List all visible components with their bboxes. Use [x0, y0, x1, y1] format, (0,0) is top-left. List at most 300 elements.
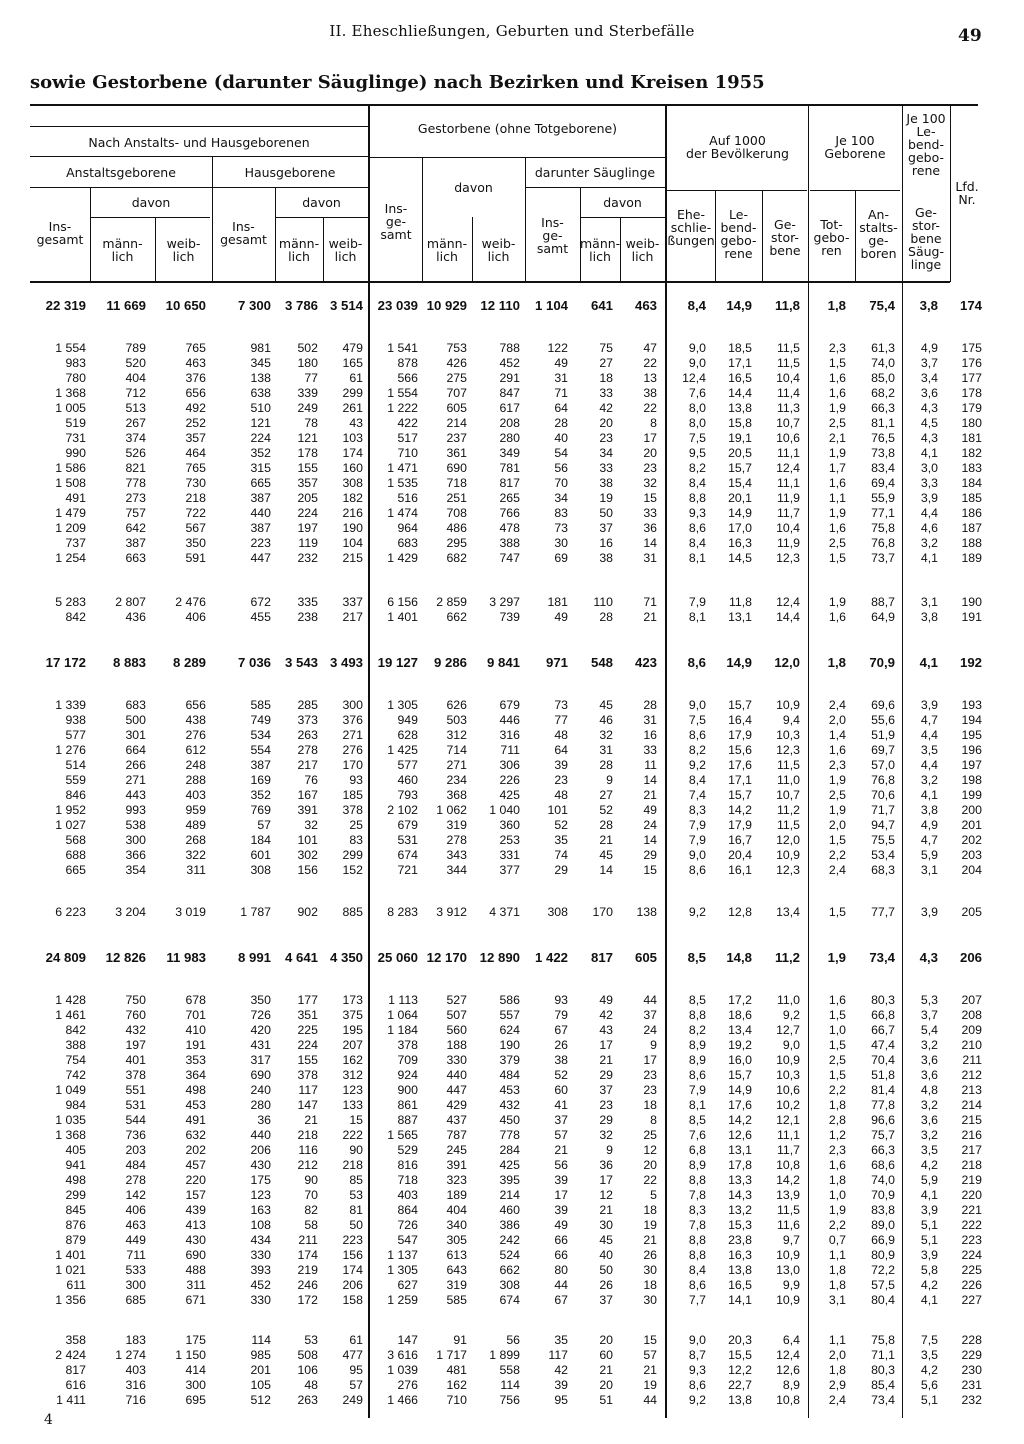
table-cell: 1 461 — [55, 1008, 86, 1022]
table-cell: 5,9 — [920, 848, 938, 862]
table-cell: 484 — [125, 1158, 146, 1172]
table-cell: 12,6 — [728, 1128, 752, 1142]
table-cell: 726 — [250, 1008, 271, 1022]
table-cell: 375 — [342, 1008, 363, 1022]
table-cell: 225 — [961, 1263, 982, 1277]
table-cell: 193 — [961, 698, 982, 712]
table-row — [0, 1218, 1024, 1233]
table-row — [0, 1158, 1024, 1173]
table-cell: 200 — [961, 803, 982, 817]
table-cell: 2,5 — [828, 536, 846, 550]
table-row — [0, 1278, 1024, 1293]
table-cell: 110 — [593, 595, 613, 609]
table-cell: 117 — [548, 1348, 568, 1362]
table-cell: 38 — [554, 1053, 568, 1067]
table-cell: 9 — [650, 1038, 657, 1052]
table-cell: 1 276 — [55, 743, 86, 757]
table-cell: 690 — [185, 1248, 206, 1262]
table-cell: 28 — [554, 416, 568, 430]
table-cell: 486 — [446, 521, 467, 535]
table-cell: 70 — [554, 476, 568, 490]
table-cell: 91 — [453, 1333, 467, 1347]
table-cell: 216 — [342, 506, 363, 520]
table-cell: 4,1 — [920, 1293, 938, 1307]
table-cell: 757 — [125, 506, 146, 520]
table-cell: 760 — [125, 1008, 146, 1022]
table-row — [0, 1233, 1024, 1248]
table-cell: 14 — [643, 773, 657, 787]
table-cell: 10,8 — [776, 1393, 800, 1407]
table-cell: 225 — [297, 1023, 318, 1037]
table-cell: 2 859 — [436, 595, 467, 609]
table-row — [0, 356, 1024, 371]
table-cell: 453 — [185, 1098, 206, 1112]
table-cell: 10,9 — [776, 698, 800, 712]
table-cell: 679 — [397, 818, 418, 832]
header-eheschliessungen: Ehe- schlie- ßungen — [667, 207, 715, 248]
table-cell: 401 — [125, 1053, 146, 1067]
table-cell: 357 — [297, 476, 318, 490]
table-cell: 224 — [250, 431, 271, 445]
table-cell: 56 — [554, 1158, 568, 1172]
table-cell: 2,0 — [828, 713, 846, 727]
table-cell: 157 — [185, 1188, 206, 1202]
table-cell: 517 — [397, 431, 418, 445]
table-cell: 207 — [961, 993, 982, 1007]
table-cell: 1 150 — [175, 1348, 206, 1362]
table-cell: 4,9 — [920, 341, 938, 355]
table-row — [0, 1023, 1024, 1038]
table-cell: 548 — [590, 655, 613, 670]
table-cell: 75,4 — [869, 298, 895, 313]
table-cell: 11,7 — [776, 1143, 800, 1157]
table-cell: 730 — [185, 476, 206, 490]
table-cell: 57,0 — [871, 758, 895, 772]
table-cell: 971 — [545, 655, 568, 670]
table-row — [0, 1248, 1024, 1263]
table-cell: 9 841 — [486, 655, 520, 670]
table-cell: 14,8 — [726, 950, 752, 965]
table-cell: 13,8 — [728, 401, 752, 415]
table-cell: 3,1 — [828, 1293, 846, 1307]
table-row — [0, 1128, 1024, 1143]
table-row — [0, 833, 1024, 848]
table-cell: 74,0 — [871, 1173, 895, 1187]
table-cell: 20 — [643, 1158, 657, 1172]
table-cell: 215 — [961, 1113, 982, 1127]
table-cell: 387 — [125, 536, 146, 550]
table-cell: 516 — [397, 491, 418, 505]
table-cell: 638 — [250, 386, 271, 400]
table-cell: 3 204 — [115, 905, 146, 919]
table-cell: 7,9 — [688, 833, 706, 847]
table-cell: 8 — [650, 416, 657, 430]
table-cell: 9 286 — [433, 655, 467, 670]
table-cell: 308 — [250, 863, 271, 877]
table-cell: 205 — [961, 905, 982, 919]
table-cell: 15,7 — [728, 1068, 752, 1082]
table-cell: 3,3 — [920, 476, 938, 490]
table-row — [0, 1053, 1024, 1068]
table-cell: 3 514 — [329, 298, 363, 313]
table-cell: 1 411 — [56, 1393, 86, 1407]
table-cell: 237 — [446, 431, 467, 445]
table-cell: 75,8 — [871, 1333, 895, 1347]
table-cell: 393 — [250, 1263, 271, 1277]
table-cell: 5,1 — [920, 1393, 938, 1407]
table-cell: 887 — [397, 1113, 418, 1127]
table-cell: 190 — [499, 1038, 520, 1052]
table-cell: 778 — [125, 476, 146, 490]
table-cell: 300 — [125, 833, 146, 847]
table-cell: 3,7 — [920, 356, 938, 370]
table-cell: 1,6 — [828, 476, 846, 490]
table-cell: 4 371 — [489, 905, 520, 919]
table-cell: 11,1 — [776, 1128, 800, 1142]
header-hausgeborene: Hausgeborene — [244, 165, 336, 180]
table-cell: 8,2 — [688, 461, 706, 475]
table-cell: 364 — [185, 1068, 206, 1082]
table-cell: 678 — [185, 993, 206, 1007]
table-cell: 101 — [547, 803, 568, 817]
table-cell: 1,1 — [828, 491, 846, 505]
table-cell: 8,8 — [688, 491, 706, 505]
table-cell: 178 — [961, 386, 982, 400]
table-cell: 710 — [397, 446, 418, 460]
table-cell: 261 — [342, 401, 363, 415]
table-cell: 330 — [446, 1053, 467, 1067]
table-cell: 17,0 — [728, 521, 752, 535]
table-cell: 378 — [125, 1068, 146, 1082]
table-cell: 13,3 — [728, 1173, 752, 1187]
table-cell: 19 127 — [377, 655, 418, 670]
table-cell: 2,2 — [828, 1218, 846, 1232]
table-cell: 2,3 — [828, 1143, 846, 1157]
table-cell: 175 — [185, 1333, 206, 1347]
table-cell: 2,0 — [828, 818, 846, 832]
table-cell: 376 — [342, 713, 363, 727]
table-cell: 253 — [499, 833, 520, 847]
table-cell: 1 429 — [387, 551, 418, 565]
table-cell: 187 — [961, 521, 982, 535]
table-cell: 10,4 — [776, 371, 800, 385]
table-cell: 3,8 — [920, 803, 938, 817]
table-cell: 316 — [125, 1378, 146, 1392]
table-cell: 52 — [554, 1068, 568, 1082]
table-row — [0, 1378, 1024, 1393]
table-cell: 12,0 — [776, 833, 800, 847]
table-cell: 488 — [185, 1263, 206, 1277]
table-cell: 3 543 — [284, 655, 318, 670]
table-cell: 11,4 — [776, 386, 800, 400]
table-cell: 319 — [446, 818, 467, 832]
table-cell: 32 — [599, 728, 613, 742]
table-cell: 263 — [297, 1393, 318, 1407]
table-cell: 16,4 — [728, 713, 752, 727]
table-cell: 217 — [961, 1143, 982, 1157]
table-cell: 53,4 — [871, 848, 895, 862]
table-row — [0, 341, 1024, 356]
table-cell: 212 — [297, 1158, 318, 1172]
table-cell: 219 — [961, 1173, 982, 1187]
table-cell: 23,8 — [728, 1233, 752, 1247]
table-cell: 177 — [297, 993, 318, 1007]
table-row — [0, 476, 1024, 491]
table-cell: 722 — [185, 506, 206, 520]
table-cell: 238 — [297, 610, 318, 624]
table-cell: 220 — [185, 1173, 206, 1187]
table-cell: 19,2 — [728, 1038, 752, 1052]
table-cell: 756 — [499, 1393, 520, 1407]
table-cell: 3,0 — [920, 461, 938, 475]
table-cell: 616 — [65, 1378, 86, 1392]
table-cell: 71 — [554, 386, 568, 400]
table-cell: 643 — [446, 1263, 467, 1277]
table-cell: 8,8 — [688, 1248, 706, 1262]
table-cell: 28 — [643, 698, 657, 712]
table-cell: 484 — [499, 1068, 520, 1082]
table-cell: 695 — [185, 1393, 206, 1407]
table-cell: 16 — [643, 728, 657, 742]
table-cell: 196 — [961, 743, 982, 757]
table-cell: 781 — [499, 461, 520, 475]
table-cell: 15,7 — [728, 461, 752, 475]
table-cell: 11 983 — [166, 950, 206, 965]
table-cell: 37 — [554, 1113, 568, 1127]
table-cell: 223 — [250, 536, 271, 550]
table-cell: 204 — [961, 863, 982, 877]
table-cell: 242 — [499, 1233, 520, 1247]
table-cell: 403 — [185, 788, 206, 802]
table-cell: 8 283 — [387, 905, 418, 919]
table-cell: 70,6 — [871, 788, 895, 802]
table-cell: 8 991 — [237, 950, 271, 965]
table-cell: 205 — [297, 491, 318, 505]
table-cell: 491 — [65, 491, 86, 505]
table-cell: 184 — [961, 476, 982, 490]
table-cell: 188 — [446, 1038, 467, 1052]
table-cell: 373 — [297, 713, 318, 727]
table-cell: 285 — [297, 698, 318, 712]
table-cell: 177 — [961, 371, 982, 385]
table-cell: 754 — [65, 1053, 86, 1067]
table-cell: 330 — [250, 1293, 271, 1307]
table-cell: 19,1 — [728, 431, 752, 445]
table-cell: 181 — [961, 431, 982, 445]
table-cell: 197 — [125, 1038, 146, 1052]
table-cell: 455 — [250, 610, 271, 624]
table-cell: 902 — [297, 905, 318, 919]
table-cell: 513 — [125, 401, 146, 415]
table-cell: 554 — [250, 743, 271, 757]
table-cell: 5,9 — [920, 1173, 938, 1187]
table-row — [0, 863, 1024, 878]
table-cell: 716 — [125, 1393, 146, 1407]
table-cell: 2,8 — [828, 1113, 846, 1127]
table-cell: 8,1 — [688, 1098, 706, 1112]
table-cell: 749 — [250, 713, 271, 727]
table-cell: 452 — [499, 356, 520, 370]
table-cell: 267 — [125, 416, 146, 430]
table-cell: 3 019 — [175, 905, 206, 919]
table-cell: 1 104 — [534, 298, 568, 313]
table-cell: 544 — [125, 1113, 146, 1127]
table-cell: 672 — [250, 595, 271, 609]
table-cell: 312 — [446, 728, 467, 742]
table-cell: 273 — [125, 491, 146, 505]
table-cell: 566 — [397, 371, 418, 385]
table-cell: 11,5 — [776, 356, 800, 370]
table-cell: 22 — [643, 356, 657, 370]
table-cell: 18,6 — [728, 1008, 752, 1022]
table-cell: 246 — [297, 1278, 318, 1292]
table-cell: 31 — [599, 743, 613, 757]
table-cell: 88,7 — [871, 595, 895, 609]
table-cell: 10,6 — [776, 431, 800, 445]
table-row — [0, 905, 1024, 920]
table-cell: 357 — [185, 431, 206, 445]
table-cell: 222 — [961, 1218, 982, 1232]
table-cell: 60 — [599, 1348, 613, 1362]
table-cell: 688 — [65, 848, 86, 862]
table-cell: 352 — [250, 788, 271, 802]
table-cell: 223 — [961, 1233, 982, 1247]
header-saeug-maennlich: männ- lich — [580, 236, 621, 264]
table-cell: 162 — [446, 1378, 467, 1392]
table-cell: 817 — [65, 1363, 86, 1377]
table-cell: 2 424 — [55, 1348, 86, 1362]
table-cell: 37 — [599, 1293, 613, 1307]
table-cell: 3,6 — [920, 386, 938, 400]
table-cell: 626 — [446, 698, 467, 712]
table-cell: 22 — [643, 1173, 657, 1187]
table-cell: 181 — [547, 595, 568, 609]
table-cell: 14,9 — [728, 1083, 752, 1097]
table-cell: 155 — [297, 461, 318, 475]
table-cell: 14,1 — [728, 1293, 752, 1307]
table-cell: 765 — [185, 461, 206, 475]
table-cell: 439 — [185, 1203, 206, 1217]
table-cell: 167 — [297, 788, 318, 802]
table-cell: 726 — [397, 1218, 418, 1232]
table-cell: 387 — [250, 491, 271, 505]
table-cell: 300 — [185, 1378, 206, 1392]
table-cell: 7 036 — [237, 655, 271, 670]
table-cell: 194 — [961, 713, 982, 727]
table-cell: 18 — [599, 371, 613, 385]
table-cell: 8 883 — [112, 655, 146, 670]
table-cell: 17,1 — [728, 356, 752, 370]
table-cell: 20 — [599, 416, 613, 430]
header-gestorbene-rate: Ge- stor- bene — [769, 217, 801, 258]
table-cell: 1,6 — [828, 993, 846, 1007]
table-cell: 671 — [185, 1293, 206, 1307]
table-cell: 20,5 — [728, 446, 752, 460]
table-cell: 39 — [554, 758, 568, 772]
table-cell: 1 184 — [387, 1023, 418, 1037]
table-row — [0, 1143, 1024, 1158]
table-cell: 9 — [606, 773, 613, 787]
table-cell: 1,5 — [828, 1038, 846, 1052]
table-cell: 1,8 — [827, 298, 846, 313]
table-title: sowie Gestorbene (darunter Säuglinge) nach Bezirken und Kreisen 1955 — [30, 72, 765, 93]
table-cell: 77 — [304, 371, 318, 385]
table-cell: 8,6 — [688, 728, 706, 742]
table-cell: 21 — [554, 1143, 568, 1157]
table-cell: 378 — [297, 1068, 318, 1082]
table-cell: 690 — [446, 461, 467, 475]
table-cell: 17,9 — [728, 818, 752, 832]
table-cell: 1,5 — [828, 1068, 846, 1082]
table-cell: 121 — [250, 416, 271, 430]
table-cell: 3,8 — [920, 610, 938, 624]
table-cell: 300 — [125, 1278, 146, 1292]
table-cell: 312 — [342, 1068, 363, 1082]
table-cell: 8,6 — [688, 521, 706, 535]
table-cell: 9 — [606, 1143, 613, 1157]
table-cell: 66,8 — [871, 1008, 895, 1022]
table-cell: 268 — [185, 833, 206, 847]
table-cell: 40 — [599, 1248, 613, 1262]
table-cell: 339 — [297, 386, 318, 400]
table-cell: 198 — [961, 773, 982, 787]
table-cell: 75,7 — [871, 1128, 895, 1142]
table-cell: 531 — [125, 1098, 146, 1112]
table-cell: 156 — [342, 1248, 363, 1262]
table-cell: 1 422 — [534, 950, 568, 965]
table-cell: 737 — [65, 536, 86, 550]
table-cell: 10,6 — [776, 1083, 800, 1097]
table-cell: 3,2 — [920, 536, 938, 550]
table-cell: 1,6 — [828, 371, 846, 385]
table-cell: 61 — [349, 371, 363, 385]
table-row — [0, 698, 1024, 713]
table-cell: 3,9 — [920, 1203, 938, 1217]
table-cell: 358 — [65, 1333, 86, 1347]
table-cell: 8,9 — [688, 1053, 706, 1067]
table-cell: 202 — [185, 1143, 206, 1157]
table-cell: 46 — [599, 713, 613, 727]
table-cell: 22,7 — [728, 1378, 752, 1392]
table-cell: 240 — [250, 1083, 271, 1097]
table-cell: 85,0 — [871, 371, 895, 385]
table-cell: 1 339 — [55, 698, 86, 712]
table-row — [0, 1393, 1024, 1408]
table-cell: 116 — [298, 1143, 318, 1157]
table-cell: 2 476 — [175, 595, 206, 609]
table-cell: 1 425 — [387, 743, 418, 757]
table-cell: 665 — [65, 863, 86, 877]
table-cell: 21 — [599, 1203, 613, 1217]
table-cell: 3,5 — [920, 1348, 938, 1362]
table-cell: 15 — [643, 863, 657, 877]
table-cell: 48 — [554, 728, 568, 742]
table-cell: 8,8 — [688, 1233, 706, 1247]
table-cell: 51,8 — [871, 1068, 895, 1082]
table-cell: 251 — [446, 491, 467, 505]
table-cell: 17 172 — [45, 655, 86, 670]
table-cell: 7,8 — [688, 1218, 706, 1232]
table-cell: 747 — [499, 551, 520, 565]
table-cell: 5,1 — [920, 1218, 938, 1232]
table-cell: 16,3 — [728, 1248, 752, 1262]
table-cell: 8 289 — [172, 655, 206, 670]
table-cell: 7 300 — [237, 298, 271, 313]
table-cell: 192 — [959, 655, 982, 670]
table-cell: 12 — [643, 1143, 657, 1157]
table-cell: 434 — [250, 1233, 271, 1247]
table-cell: 3,9 — [920, 491, 938, 505]
